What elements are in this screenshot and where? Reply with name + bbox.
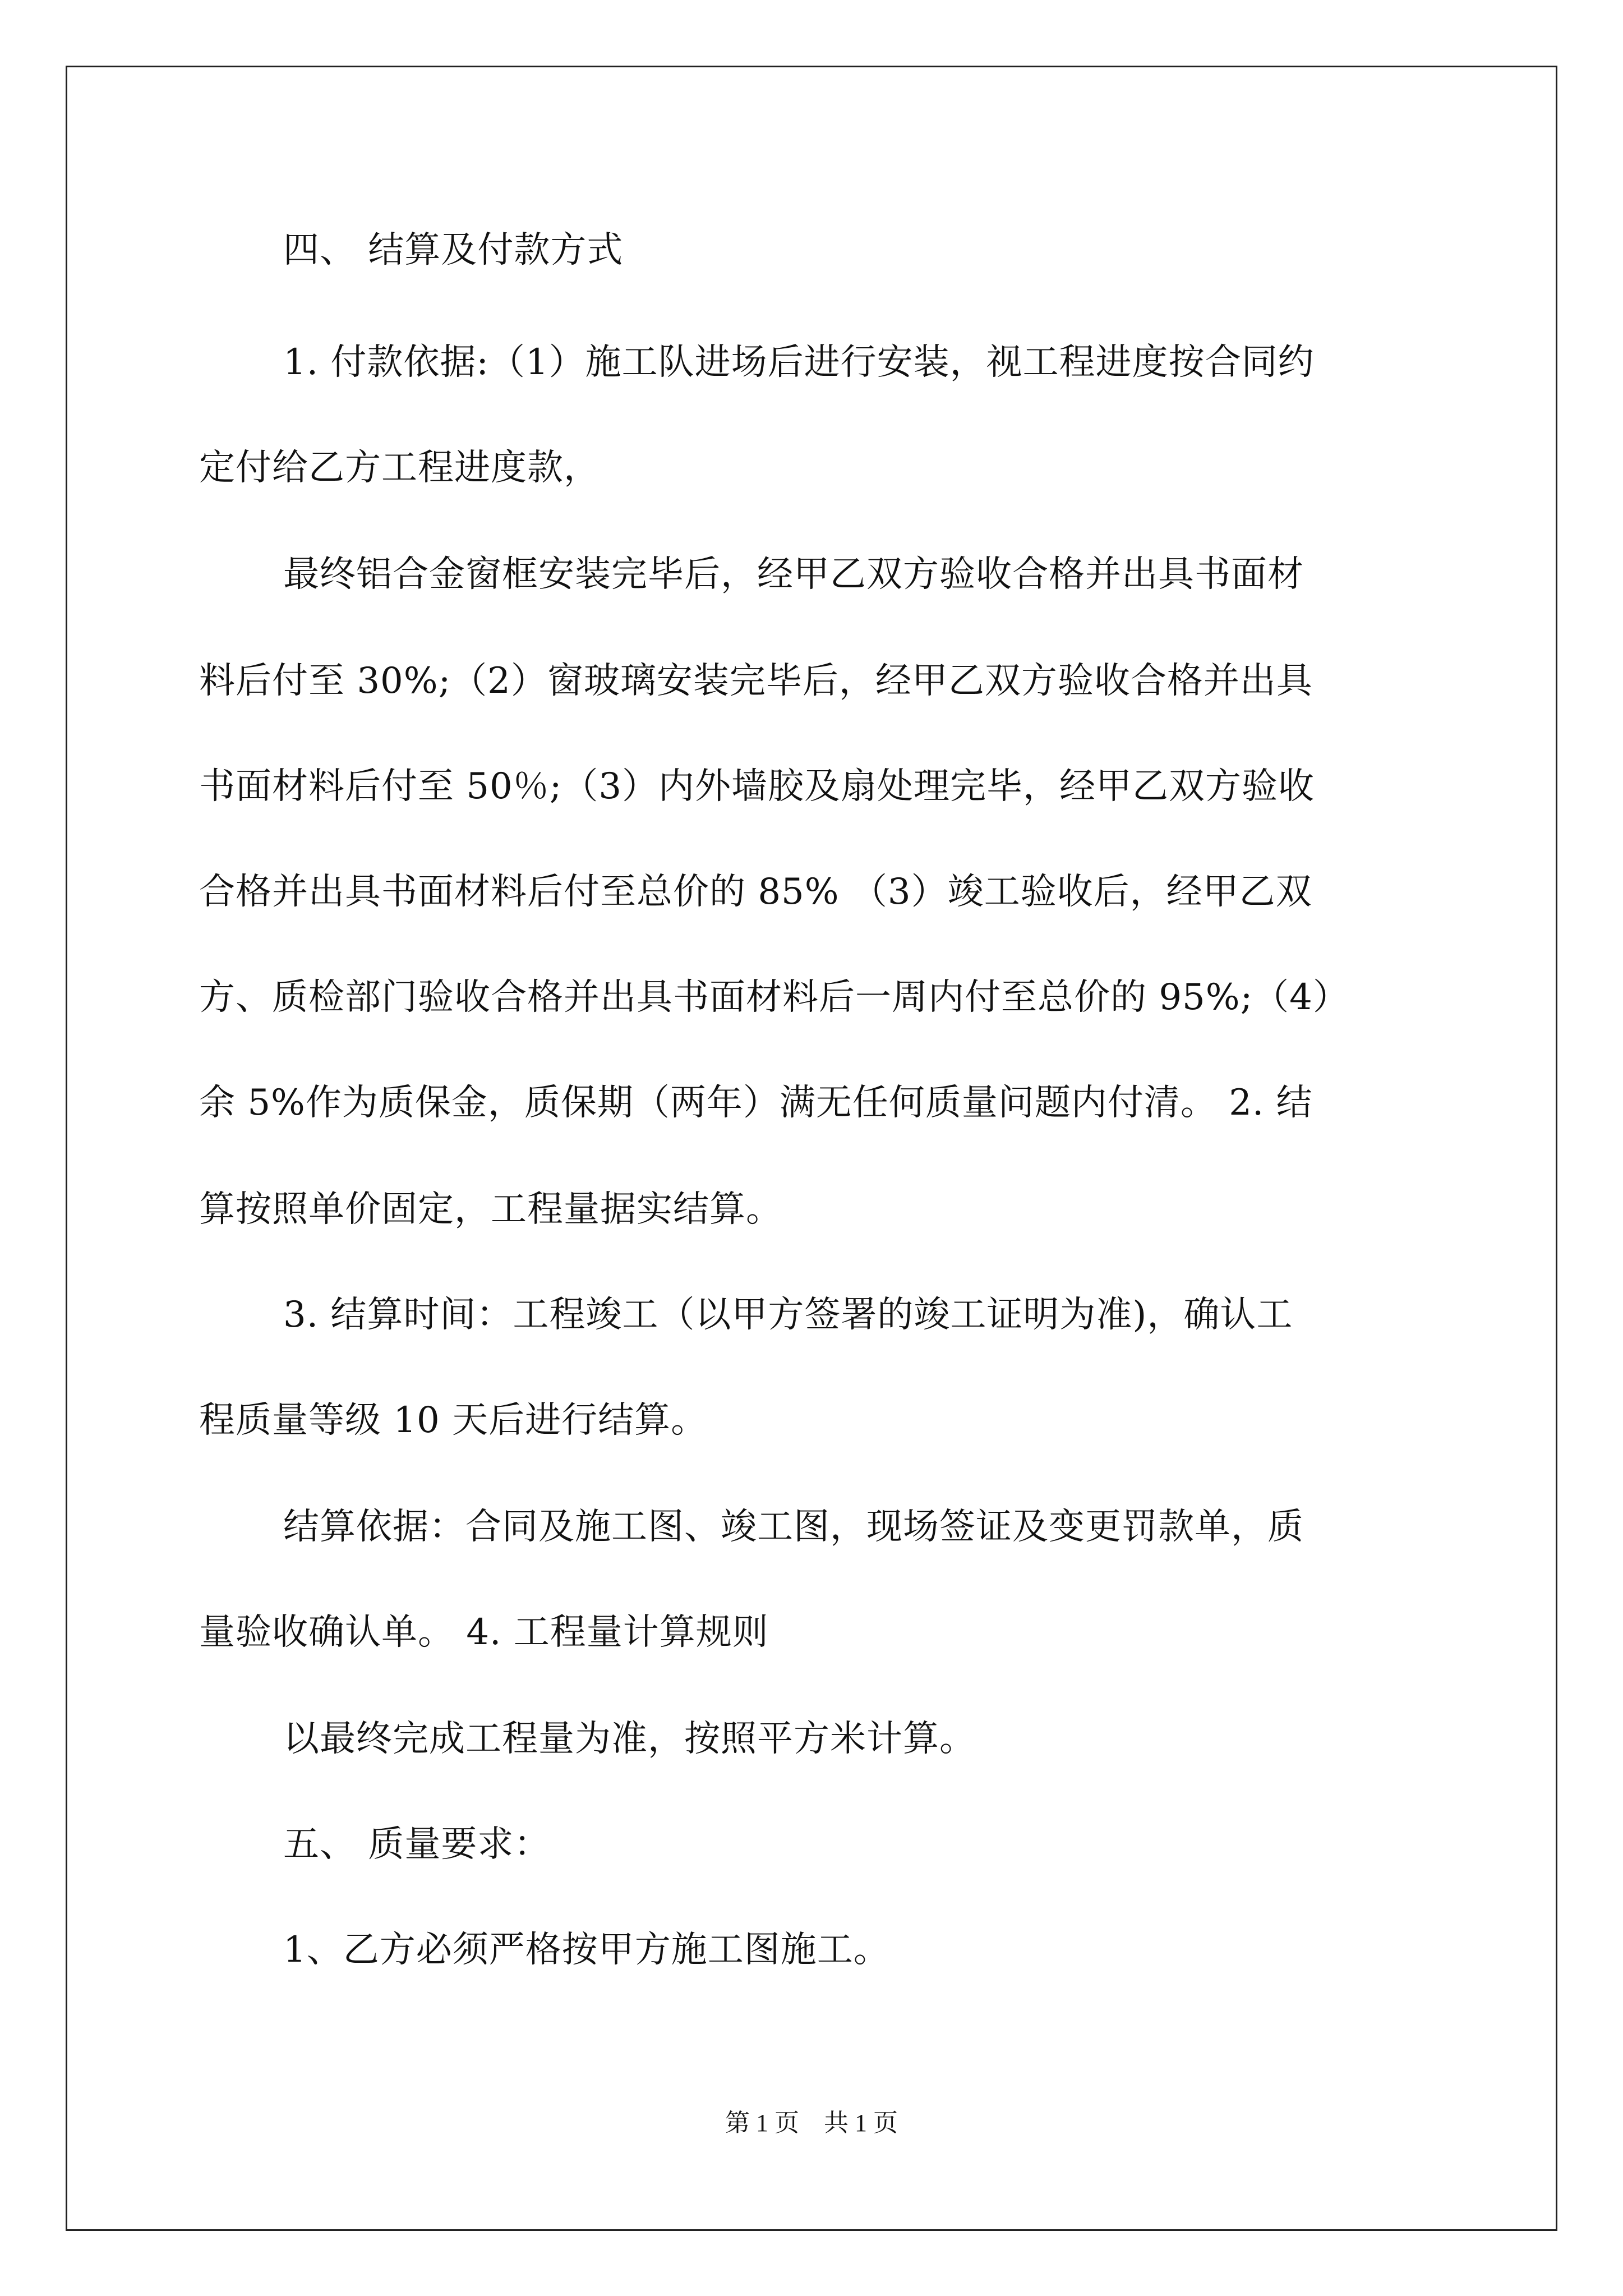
- paragraph-line: 1、乙方必须严格按甲方施工图施工。: [283, 1929, 890, 1971]
- paragraph-line: 定付给乙方工程进度款，: [199, 447, 600, 489]
- page-number: 第 1 页 共 1 页: [725, 2109, 898, 2137]
- paragraph-line: 料后付至 30%;（2）窗玻璃安装完毕后，经甲乙双方验收合格并出具: [199, 660, 1313, 702]
- paragraph-line: 3. 结算时间：工程竣工（以甲方签署的竣工证明为准)，确认工: [283, 1294, 1293, 1336]
- paragraph-line: 书面材料后付至 50％;（3）内外墙胶及扇处理完毕，经甲乙双方验收: [199, 766, 1315, 807]
- paragraph-line: 余 5%作为质保金，质保期（两年）满无任何质量问题内付清。 2. 结: [199, 1082, 1313, 1124]
- paragraph-line: 算按照单价固定，工程量据实结算。: [199, 1189, 782, 1230]
- paragraph-line: 结算依据：合同及施工图、竣工图，现场签证及变更罚款单，质: [283, 1506, 1304, 1548]
- paragraph-line: 以最终完成工程量为准，按照平方米计算。: [283, 1718, 976, 1760]
- section-heading-5: 五、 质量要求：: [283, 1824, 551, 1865]
- paragraph-line: 量验收确认单。 4. 工程量计算规则: [199, 1612, 769, 1653]
- page-border: [66, 66, 1557, 2231]
- paragraph-line: 合格并出具书面材料后付至总价的 85% （3）竣工验收后，经甲乙双: [199, 871, 1312, 913]
- section-heading-4: 四、 结算及付款方式: [283, 229, 624, 271]
- paragraph-line: 1. 付款依据:（1）施工队进场后进行安装，视工程进度按合同约: [283, 342, 1315, 383]
- paragraph-line: 最终铝合金窗框安装完毕后，经甲乙双方验收合格并出具书面材: [283, 554, 1304, 595]
- paragraph-line: 方、质检部门验收合格并出具书面材料后一周内付至总价的 95%;（4）: [199, 977, 1349, 1018]
- paragraph-line: 程质量等级 10 天后进行结算。: [199, 1400, 708, 1441]
